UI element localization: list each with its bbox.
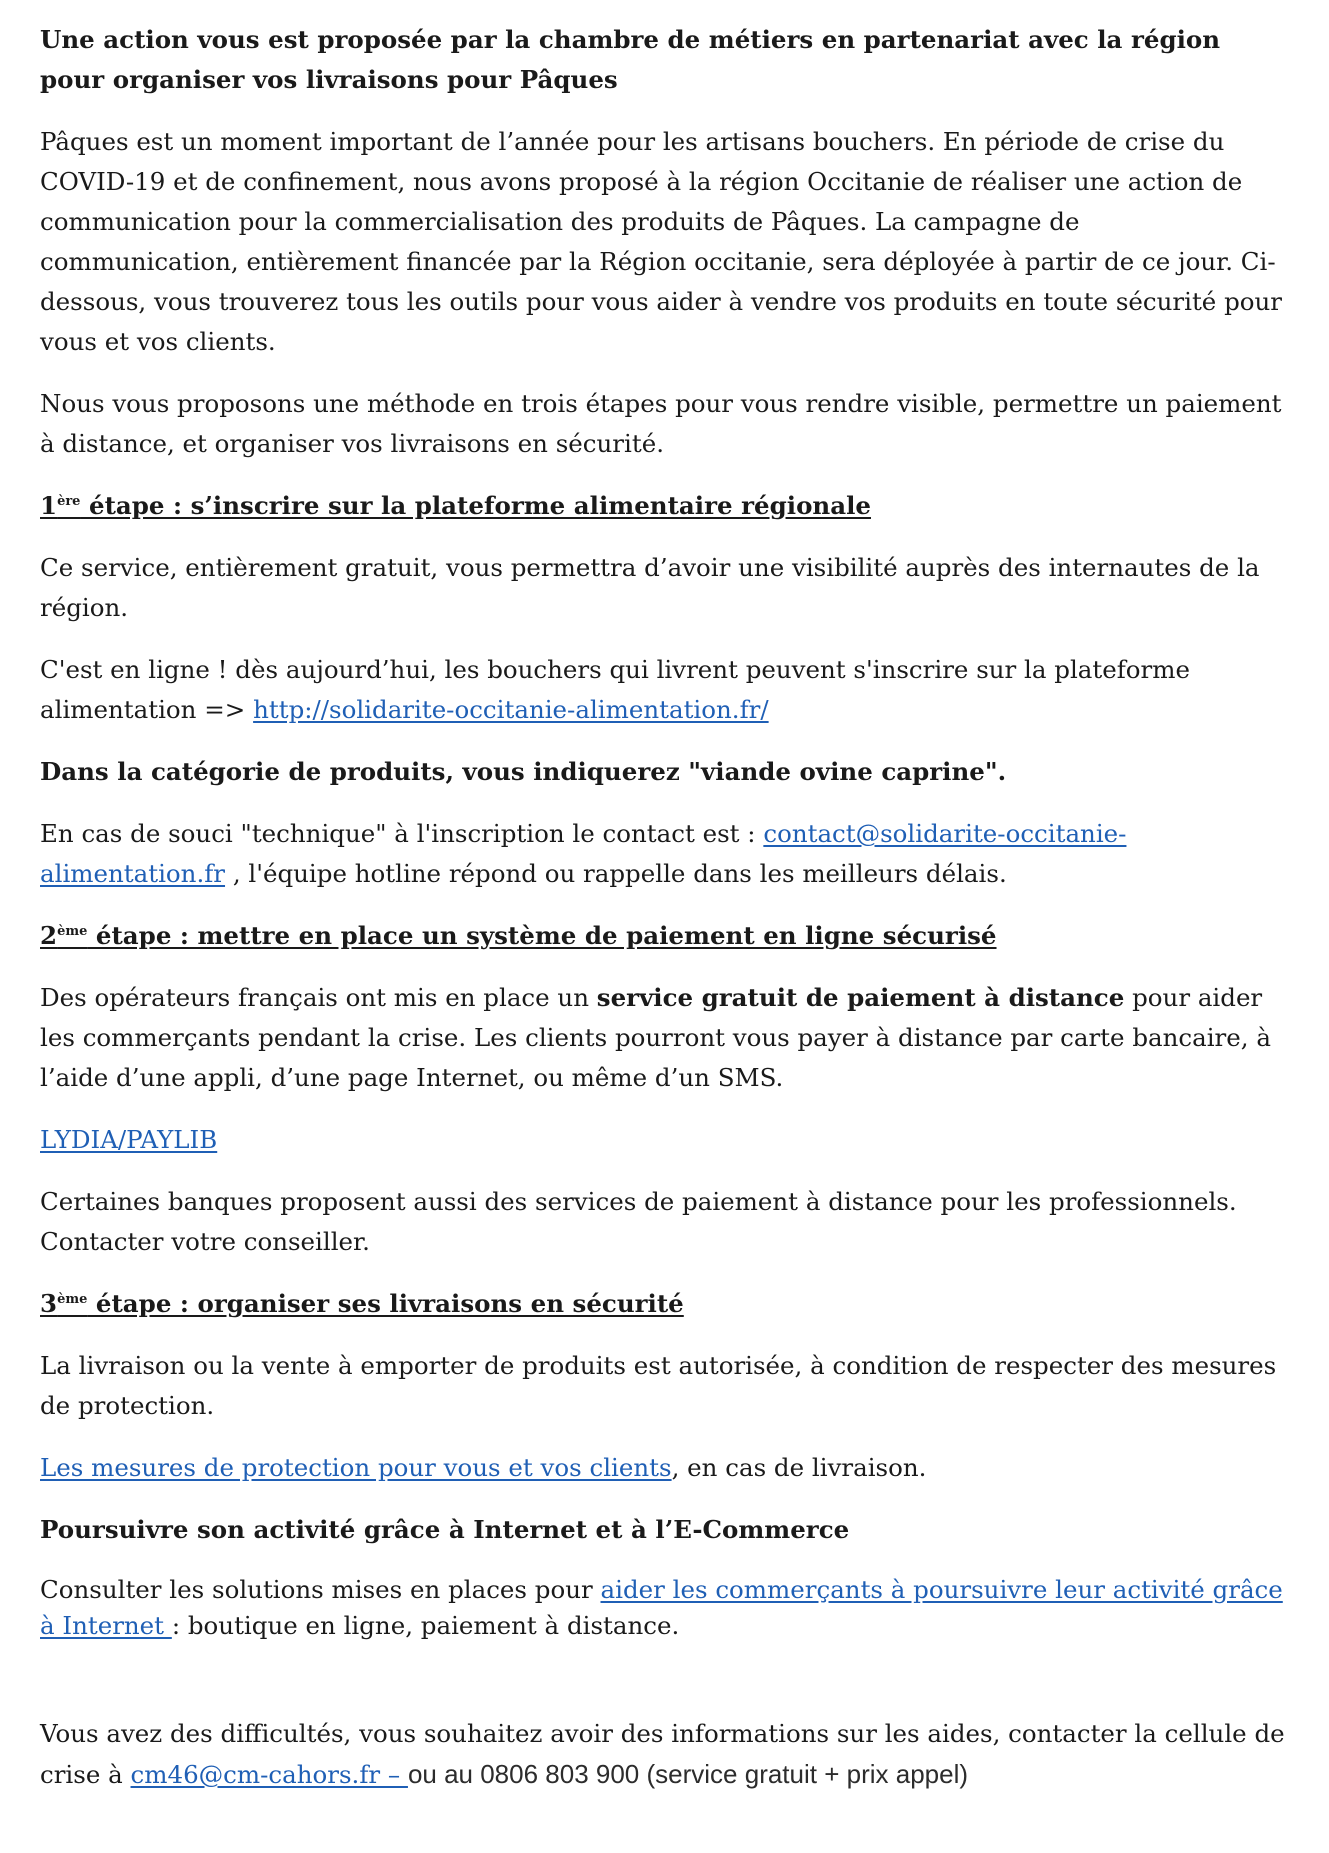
step1-category-note: Dans la catégorie de produits, vous indiquerez "viande ovine caprine". (40, 757, 1007, 786)
step1-contact: En cas de souci "technique" à l'inscription le contact est : contact@solidarite-occitanie-alimentation.fr , l'équipe hotline répond ou rappelle dans les meilleurs délais. (40, 819, 1127, 888)
platform-link[interactable]: http://solidarite-occitanie-alimentation.fr/ (253, 695, 769, 724)
step2-text-1: Des opérateurs français ont mis en place un service gratuit de paiement à distance pour aider les commerçants pendant la crise. Les clients pourront vous payer à distance par carte bancaire, à l’aide d’une appli, d’une page Internet, ou même d’un SMS. (40, 983, 1271, 1092)
step3-heading: 3ème étape : organiser ses livraisons en sécurité (40, 1289, 684, 1318)
ecommerce-heading: Poursuivre son activité grâce à Internet et à l’E-Commerce (40, 1515, 850, 1544)
step2-text-2: Certaines banques proposent aussi des services de paiement à distance pour les professionnels. Contacter votre conseiller. (40, 1187, 1237, 1256)
ecommerce-link[interactable]: aider les commerçants à poursuivre leur activité grâce à Internet (40, 1575, 1283, 1640)
intro-paragraph-2: Nous vous proposons une méthode en trois étapes pour vous rendre visible, permettre un paiement à distance, et organiser vos livraisons en sécurité. (40, 389, 1282, 458)
step2-heading: 2ème étape : mettre en place un système de paiement en ligne sécurisé (40, 921, 997, 950)
footer-contact: Vous avez des difficultés, vous souhaitez avoir des informations sur les aides, contacter la cellule de crise à cm46@cm-cahors.fr – ou au 0806 803 900 (service gratuit + prix appel) (40, 1719, 1285, 1789)
intro-title: Une action vous est proposée par la chambre de métiers en partenariat avec la région pour organiser vos livraisons pour Pâques (40, 25, 1221, 94)
phone-info: ou au 0806 803 900 (service gratuit + prix appel) (407, 1759, 969, 1789)
ecommerce-text: Consulter les solutions mises en places pour aider les commerçants à poursuivre leur activité grâce à Internet : boutique en ligne, paiement à distance. (40, 1575, 1283, 1640)
lydia-paylib-link[interactable]: LYDIA/PAYLIB (40, 1125, 218, 1154)
step1-text-1: Ce service, entièrement gratuit, vous permettra d’avoir une visibilité auprès des internautes de la région. (40, 553, 1260, 622)
protection-measures-link[interactable]: Les mesures de protection pour vous et vos clients (40, 1453, 672, 1482)
step1-text-2: C'est en ligne ! dès aujourd’hui, les bouchers qui livrent peuvent s'inscrire sur la plateforme alimentation => http://solidarite-occitanie-alimentation.fr/ (40, 655, 1191, 724)
step3-text-1: La livraison ou la vente à emporter de produits est autorisée, à condition de respecter des mesures de protection. (40, 1351, 1277, 1420)
contact-email-link[interactable]: contact@solidarite-occitanie-alimentation.fr (40, 819, 1127, 888)
intro-paragraph-1: Pâques est un moment important de l’année pour les artisans bouchers. En période de crise du COVID-19 et de confinement, nous avons proposé à la région Occitanie de réaliser une action de communication pour la commercialisation des produits de Pâques. La campagne de communication, entièrement financée par la Région occitanie, sera déployée à partir de ce jour. Ci-dessous, vous trouverez tous les outils pour vous aider à vendre vos produits en toute sécurité pour vous et vos clients. (40, 127, 1283, 356)
step1-heading: 1ère étape : s’inscrire sur la plateforme alimentaire régionale (40, 491, 871, 520)
step3-text-2: Les mesures de protection pour vous et vos clients, en cas de livraison. (40, 1453, 927, 1482)
step2-link-paragraph (40, 1120, 1285, 1160)
spacer (40, 1666, 1285, 1714)
crisis-email-link[interactable]: cm46@cm-cahors.fr – (130, 1760, 408, 1789)
